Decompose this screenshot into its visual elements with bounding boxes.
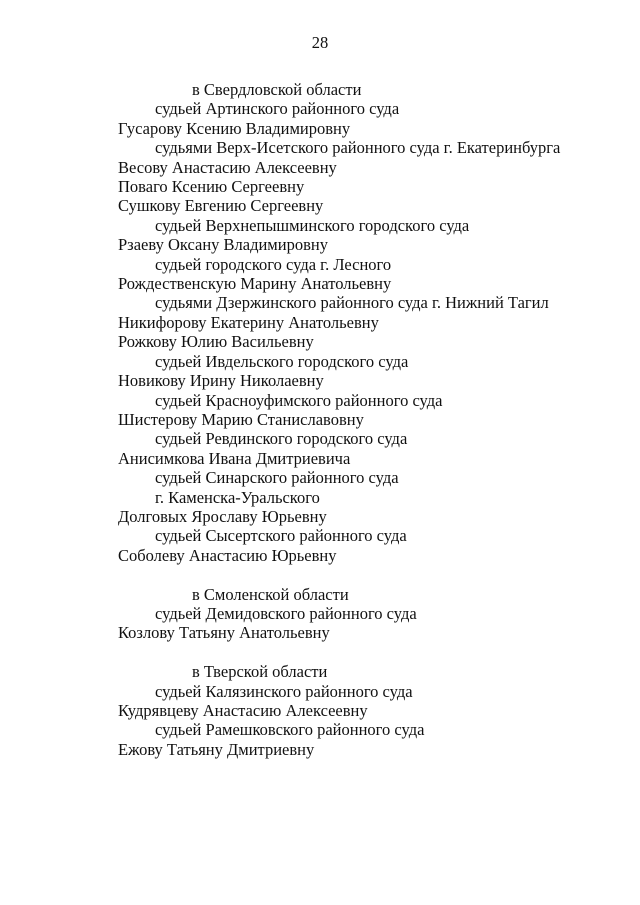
court-line: судьей Демидовского районного суда [155,603,417,623]
person-name: Рзаеву Оксану Владимировну [118,235,328,255]
page-number: 28 [311,33,329,52]
person-name: Соболеву Анастасию Юрьевну [118,545,337,565]
person-name: Кудрявцеву Анастасию Алексеевну [118,700,368,720]
court-line: судьей Красноуфимского районного суда [155,390,443,410]
person-name: Никифорову Екатерину Анатольевну [118,312,379,332]
region-heading: в Свердловской области [192,80,362,99]
person-name: Гусарову Ксению Владимировну [118,118,351,138]
person-name: Сушкову Евгению Сергеевну [118,196,324,216]
section-smolensk [118,585,600,643]
person-name: Рожкову Юлию Васильевну [118,332,314,352]
court-line: судьями Дзержинского районного суда г. Нижний Тагил [155,293,549,313]
section-tver [118,662,600,759]
court-line: судьей городского суда г. Лесного [155,254,392,274]
person-name: Козлову Татьяну Анатольевну [118,623,330,643]
court-line: судьей Рамешковского районного суда [155,720,425,740]
person-name: Анисимкова Ивана Дмитриевича [118,448,351,468]
person-name: Поваго Ксению Сергеевну [118,177,305,197]
section-sverdlovsk [118,80,600,565]
section-spacer [118,565,600,584]
person-name: Рождественскую Марину Анатольевну [118,274,392,294]
court-line: судьей Ревдинского городского суда [155,429,408,449]
court-line: судьей Сысертского районного суда [155,526,407,546]
person-name: Шистерову Марию Станиславовну [118,409,364,429]
court-line: судьей Калязинского районного суда [155,681,413,701]
document-body [118,80,600,759]
court-line: судьей Ивдельского городского суда [155,351,409,371]
section-spacer [118,643,600,662]
region-heading: в Смоленской области [192,584,349,604]
court-line: судьями Верх-Исетского районного суда г. Екатеринбурга [155,138,561,158]
court-line: судьей Синарского районного суда [155,468,399,488]
person-name: Весову Анастасию Алексеевну [118,157,337,177]
person-name: Ежову Татьяну Дмитриевну [118,739,315,759]
court-line: судьей Артинского районного суда [155,99,400,119]
region-heading: в Тверской области [192,662,328,682]
court-line: г. Каменска-Уральского [155,487,320,507]
person-name: Новикову Ирину Николаевну [118,371,324,391]
person-name: Долговых Ярославу Юрьевну [118,506,327,526]
court-line: судьей Верхнепышминского городского суда [155,215,470,235]
